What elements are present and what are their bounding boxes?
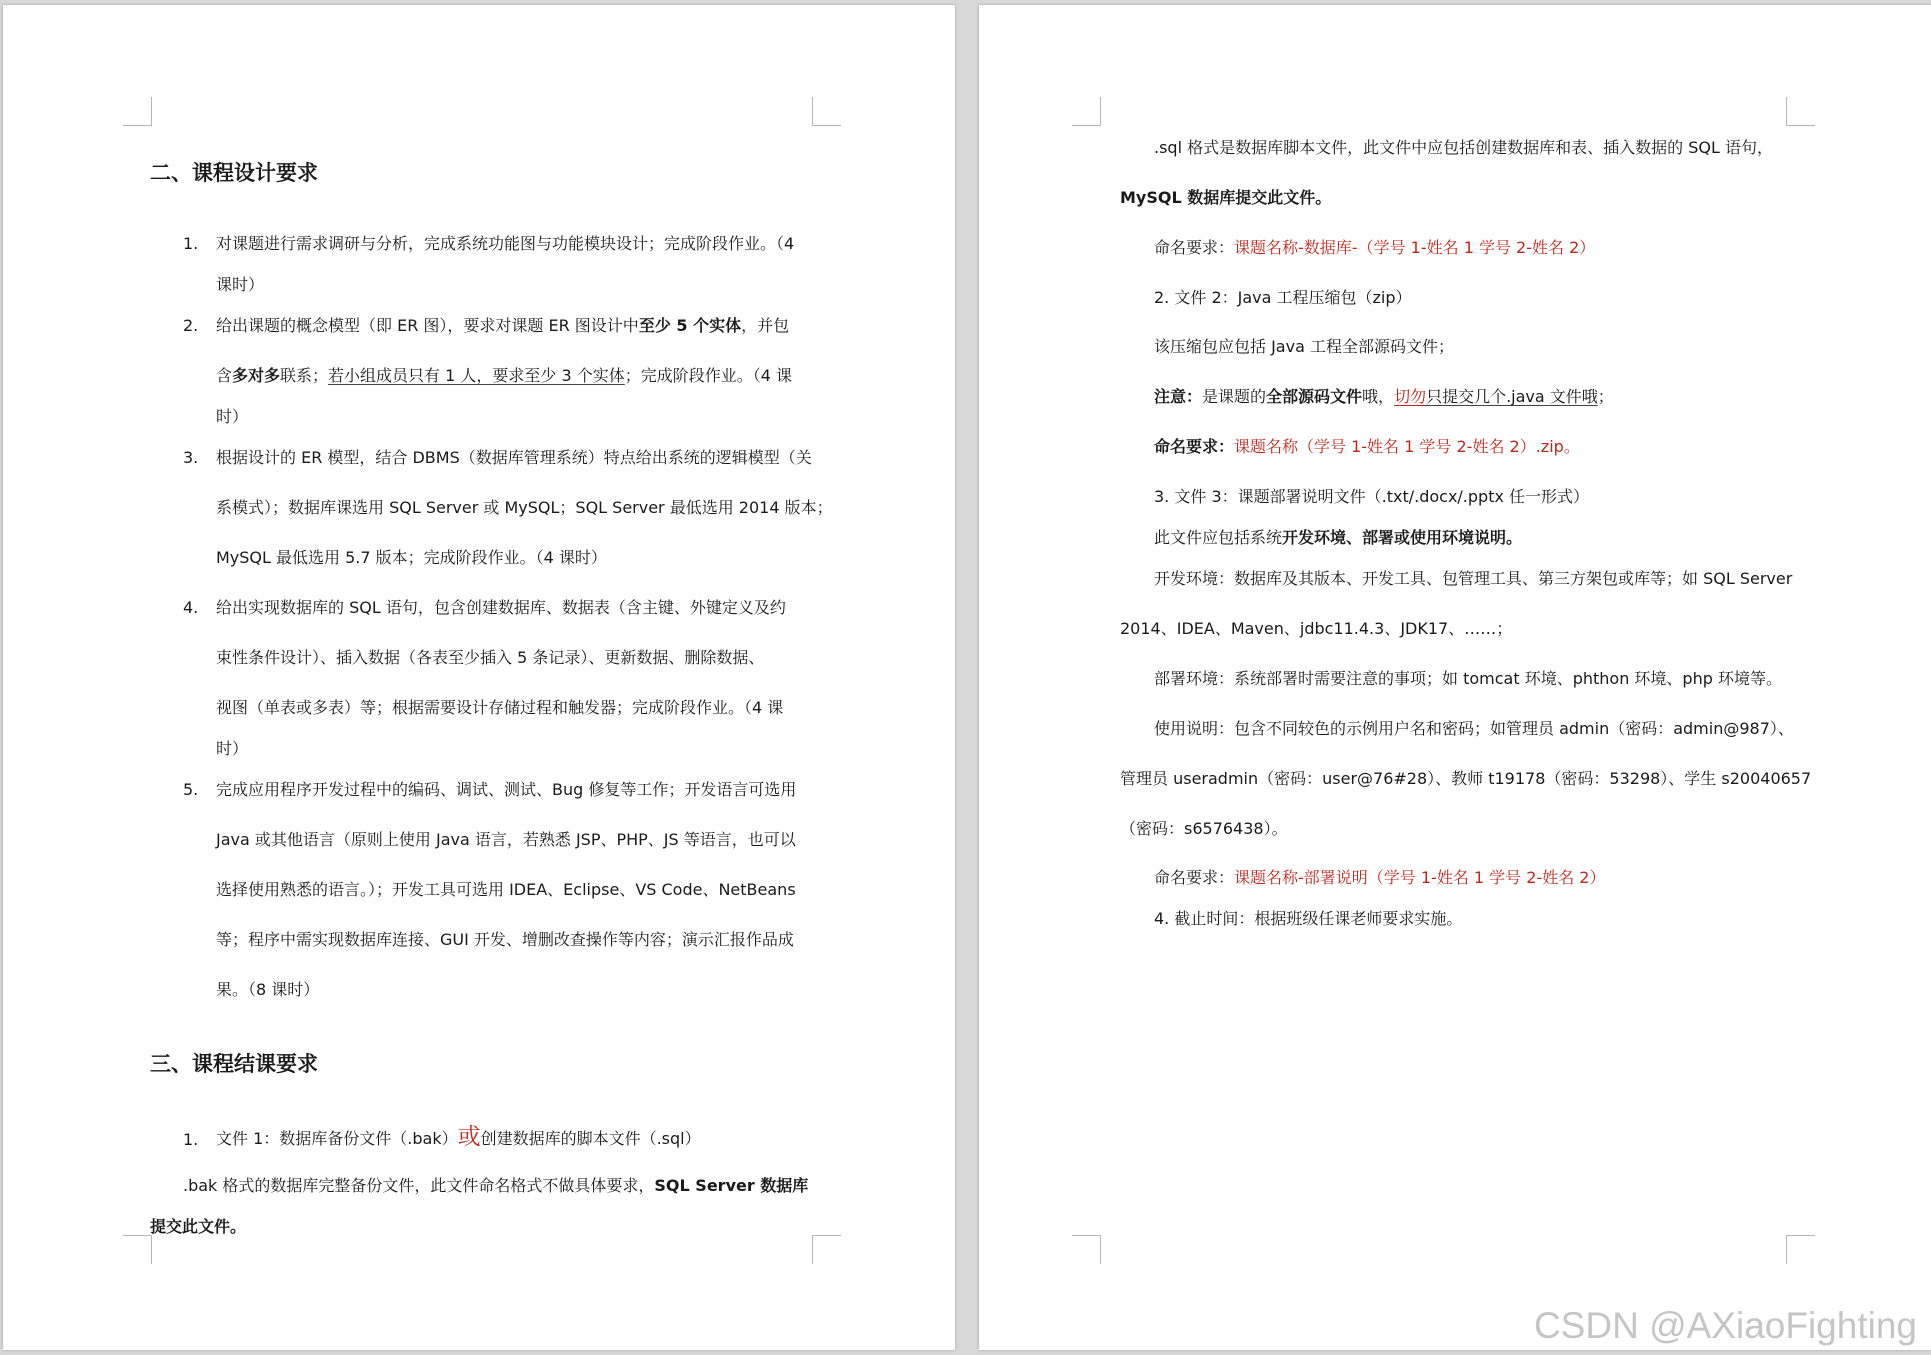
margin-mark-bottom-left — [123, 1235, 152, 1264]
list-item-line — [216, 315, 789, 337]
text-run: 给出课题的概念模型（即 ER 图），要求对课题 ER 图设计中 — [216, 316, 639, 335]
list-item-line: 束性条件设计）、插入数据（各表至少插入 5 条记录）、更新数据、删除数据、 — [216, 648, 765, 667]
list-item-line: 对课题进行需求调研与分析，完成系统功能图与功能模块设计；完成阶段作业。（4 — [216, 234, 795, 253]
margin-mark-bottom-right — [1786, 1235, 1815, 1264]
text-run: 命名要求： — [1154, 868, 1235, 887]
deploy-environment: 部署环境：系统部署时需要注意的事项；如 tomcat 环境、phthon 环境、php 环境等。 — [1154, 669, 1782, 688]
list-item-line — [216, 365, 792, 387]
list-number: 1. — [183, 1130, 199, 1149]
list-number: 2. — [183, 316, 199, 335]
text-run: 含 — [216, 366, 233, 385]
text-run: 哦， — [1362, 387, 1395, 406]
emphasis-or: 或 — [457, 1124, 481, 1150]
underlined-text: 若小组成员只有 1 人，要求至少 3 个实体 — [328, 366, 625, 385]
zip-description: 该压缩包应包括 Java 工程全部源码文件； — [1154, 337, 1454, 356]
list-item-line: Java 或其他语言（原则上使用 Java 语言，若熟悉 JSP、PHP、JS 等语言，也可以 — [216, 830, 796, 849]
file3-description — [1154, 527, 1522, 549]
dev-environment-cont: 2014、IDEA、Maven、jdbc11.4.3、JDK17、……； — [1120, 619, 1513, 638]
text-run: 命名要求： — [1154, 238, 1235, 257]
section-heading-design-requirements: 二、课程设计要求 — [150, 160, 318, 185]
list-number: 5. — [183, 780, 199, 799]
document-page-left — [3, 5, 955, 1350]
watermark: CSDN @AXiaoFighting — [1533, 1305, 1917, 1346]
dev-environment: 开发环境：数据库及其版本、开发工具、包管理工具、第三方架包或库等；如 SQL Server — [1154, 569, 1793, 588]
list-item-line: MySQL 最低选用 5.7 版本；完成阶段作业。（4 课时） — [216, 548, 607, 567]
naming-value: 课题名称-部署说明（学号 1-姓名 1 学号 2-姓名 2） — [1234, 868, 1606, 887]
warning-text: 切勿 — [1394, 387, 1427, 406]
bold-text: 多对多 — [232, 366, 281, 385]
bold-text: 命名要求： — [1154, 437, 1235, 456]
bak-description — [183, 1175, 808, 1197]
naming-rule-deploy — [1154, 867, 1606, 889]
list-item-line: 课时） — [216, 275, 265, 294]
list-item-line: 根据设计的 ER 模型，结合 DBMS（数据库管理系统）特点给出系统的逻辑模型（关 — [216, 448, 812, 467]
bold-text: 开发环境、部署或使用环境说明。 — [1282, 528, 1523, 547]
usage-description: 使用说明：包含不同较色的示例用户名和密码；如管理员 admin（密码：admin@987）、 — [1154, 719, 1794, 738]
text-run: 联系； — [280, 366, 329, 385]
naming-value: 课题名称（学号 1-姓名 1 学号 2-姓名 2）.zip。 — [1234, 437, 1580, 456]
list-item-line: 给出实现数据库的 SQL 语句，包含创建数据库、数据表（含主键、外键定义及约 — [216, 598, 786, 617]
underlined-text: 只提交几个.java 文件哦 — [1426, 387, 1598, 406]
document-page-right — [979, 5, 1931, 1350]
text-run: .bak 格式的数据库完整备份文件，此文件命名格式不做具体要求， — [183, 1176, 655, 1195]
list-item-line: 时） — [216, 739, 249, 758]
list-item-line: 系模式）；数据库课选用 SQL Server 或 MySQL；SQL Server 最低选用 2014 版本； — [216, 498, 833, 517]
text-run: ； — [1597, 387, 1614, 406]
list-item-line: 果。（8 课时） — [216, 980, 320, 999]
text-run: 文件 1：数据库备份文件（.bak） — [216, 1129, 458, 1148]
file2-heading: 2. 文件 2：Java 工程压缩包（zip） — [1154, 288, 1412, 307]
file3-heading: 3. 文件 3：课题部署说明文件（.txt/.docx/.pptx 任一形式） — [1154, 487, 1590, 506]
bold-text: 注意： — [1154, 387, 1203, 406]
margin-mark-bottom-right — [812, 1235, 841, 1264]
list-item-line: 视图（单表或多表）等；根据需要设计存储过程和触发器；完成阶段作业。（4 课 — [216, 698, 784, 717]
margin-mark-top-left — [1072, 97, 1101, 126]
naming-value: 课题名称-数据库-（学号 1-姓名 1 学号 2-姓名 2） — [1234, 238, 1596, 257]
sql-description-end: MySQL 数据库提交此文件。 — [1120, 188, 1332, 207]
naming-rule-zip — [1154, 436, 1580, 458]
text-run: 创建数据库的脚本文件（.sql） — [480, 1129, 701, 1148]
list-item-line: 完成应用程序开发过程中的编码、调试、测试、Bug 修复等工作；开发语言可选用 — [216, 780, 797, 799]
bold-text: SQL Server 数据库 — [654, 1176, 809, 1195]
sql-description: .sql 格式是数据库脚本文件，此文件中应包括创建数据库和表、插入数据的 SQL 语句， — [1154, 138, 1773, 157]
list-number: 1. — [183, 234, 199, 253]
margin-mark-top-left — [123, 97, 152, 126]
bold-text: 至少 5 个实体 — [638, 316, 742, 335]
list-item-line: 等；程序中需实现数据库连接、GUI 开发、增删改查操作等内容；演示汇报作品成 — [216, 930, 794, 949]
list-item-line: 时） — [216, 407, 249, 426]
zip-note — [1154, 386, 1614, 408]
bold-text: 全部源码文件 — [1266, 387, 1363, 406]
list-item-line: 选择使用熟悉的语言。）；开发工具可选用 IDEA、Eclipse、VS Code、NetBeans — [216, 880, 796, 899]
margin-mark-top-right — [812, 97, 841, 126]
text-run: ，并包 — [741, 316, 790, 335]
bak-description-end: 提交此文件。 — [150, 1217, 247, 1236]
text-run: 是课题的 — [1202, 387, 1267, 406]
text-run: ；完成阶段作业。（4 课 — [624, 366, 793, 385]
deadline: 4. 截止时间：根据班级任课老师要求实施。 — [1154, 909, 1463, 928]
list-number: 3. — [183, 448, 199, 467]
file1-line — [216, 1126, 701, 1150]
naming-rule-database — [1154, 237, 1595, 259]
usage-description-cont: 管理员 useradmin（密码：user@76#28）、教师 t19178（密码：53298）、学生 s20040657 — [1120, 769, 1812, 788]
list-number: 4. — [183, 598, 199, 617]
section-heading-completion-requirements: 三、课程结课要求 — [150, 1051, 318, 1076]
usage-description-end: （密码：s6576438）。 — [1120, 819, 1288, 838]
text-run: 此文件应包括系统 — [1154, 528, 1283, 547]
margin-mark-bottom-left — [1072, 1235, 1101, 1264]
margin-mark-top-right — [1786, 97, 1815, 126]
